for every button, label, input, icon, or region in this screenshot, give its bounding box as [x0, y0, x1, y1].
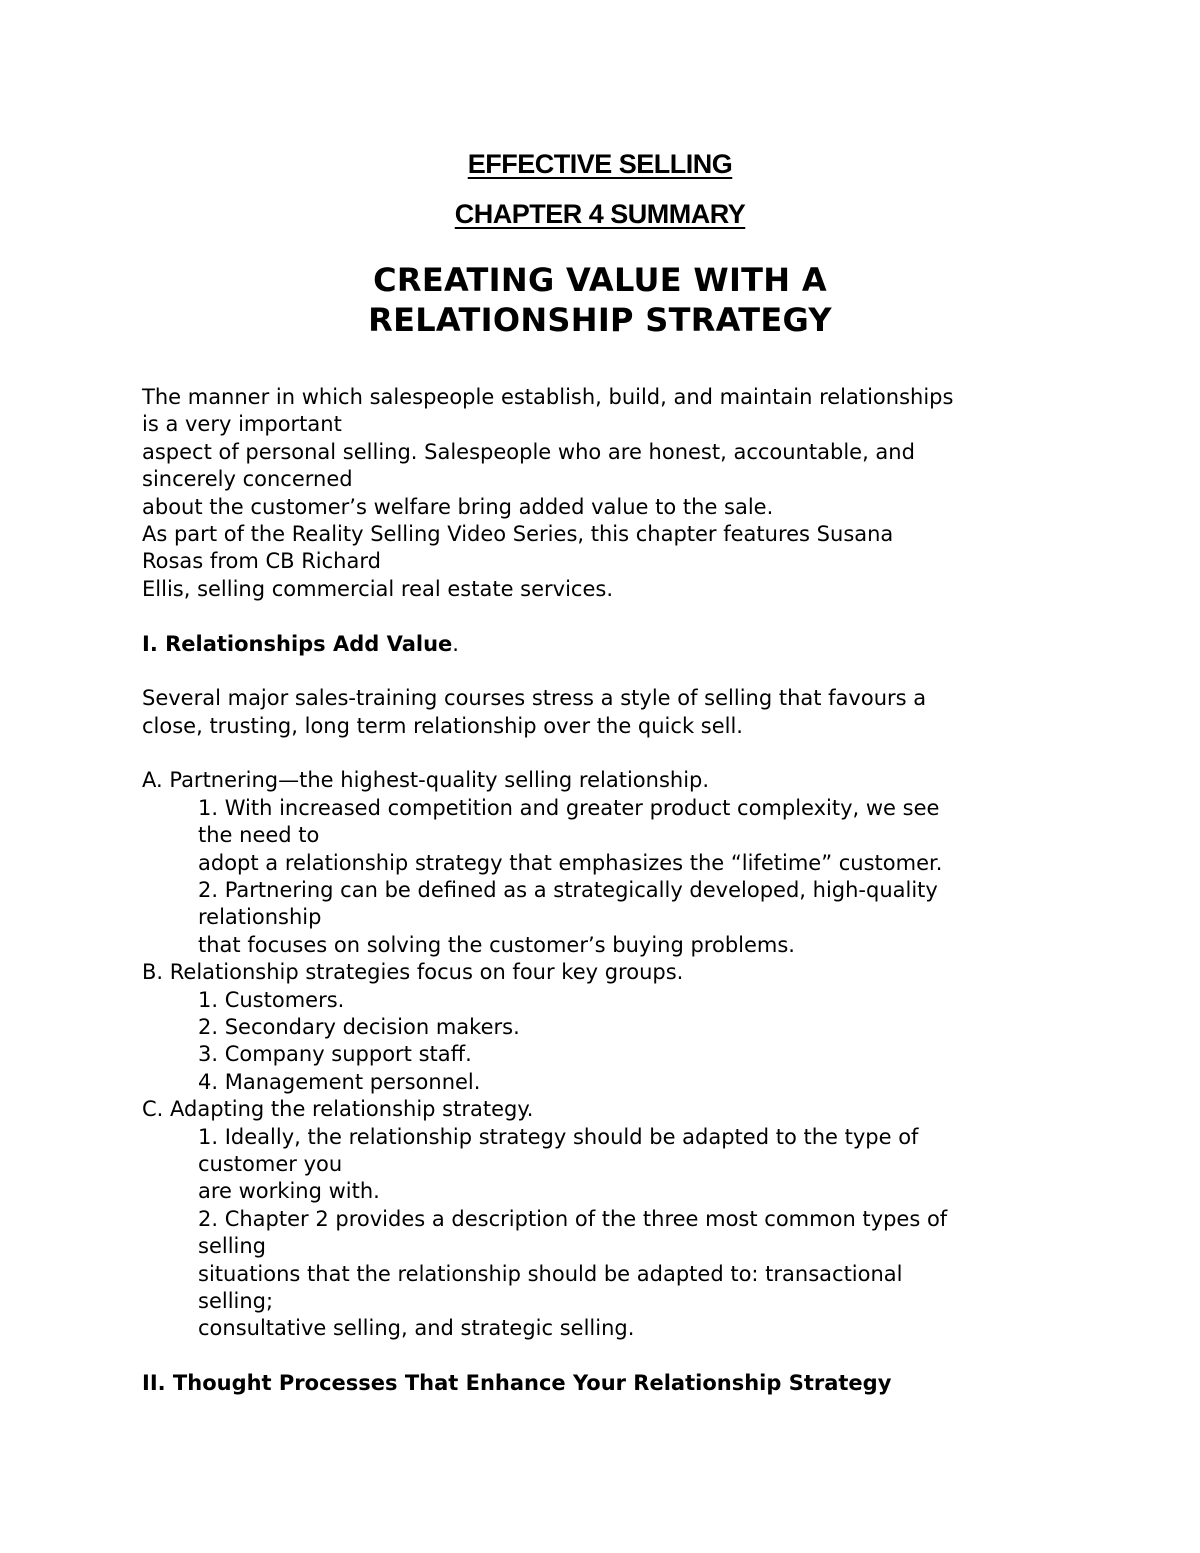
section-2-heading: II. Thought Processes That Enhance Your Relationship Strategy — [142, 1371, 892, 1396]
main-title-line-2: RELATIONSHIP STRATEGY — [368, 301, 832, 339]
outline-item-a: A. Partnering—the highest-quality selling relationship. — [142, 768, 710, 793]
intro-line: is a very important — [142, 412, 342, 437]
outline-item-c2-cont: situations that the relationship should be adapted to: transactional — [198, 1261, 903, 1286]
section-1-paragraph-line: Several major sales-training courses stress a style of selling that favours a — [142, 686, 927, 711]
outline-item-a1: 1. With increased competition and greater product complexity, we see — [198, 795, 940, 820]
outline-item-b3: 3. Company support staff. — [198, 1042, 472, 1067]
outline-item-a2-cont: relationship — [198, 905, 322, 930]
outline-item-a1-cont: adopt a relationship strategy that emphasizes the “lifetime” customer. — [198, 850, 943, 875]
intro-line: sincerely concerned — [142, 467, 353, 492]
spacer — [142, 658, 1102, 685]
section-1-heading-period: . — [452, 631, 459, 656]
outline-item-c1-cont: customer you — [198, 1151, 343, 1176]
chapter-title: CHAPTER 4 SUMMARY — [454, 199, 746, 229]
outline-item-c2-cont: consultative selling, and strategic selling. — [198, 1316, 635, 1341]
main-title-line-1: CREATING VALUE WITH A — [373, 261, 827, 299]
main-title — [0, 260, 1200, 340]
spacer — [142, 740, 1102, 767]
outline-item-a2: 2. Partnering can be defined as a strategically developed, high-quality — [198, 878, 938, 903]
outline-item-c1-cont: are working with. — [198, 1179, 380, 1204]
intro-line: about the customer’s welfare bring added value to the sale. — [142, 494, 774, 519]
outline-item-c2-cont: selling — [198, 1234, 267, 1259]
document-body — [142, 384, 1102, 1397]
outline-item-c2-cont: selling; — [198, 1288, 274, 1313]
outline-item-a1-cont: the need to — [198, 823, 320, 848]
outline-item-b1: 1. Customers. — [198, 987, 345, 1012]
outline-item-c1: 1. Ideally, the relationship strategy should be adapted to the type of — [198, 1124, 919, 1149]
outline-item-c2: 2. Chapter 2 provides a description of the three most common types of — [198, 1206, 948, 1231]
intro-line: Rosas from CB Richard — [142, 549, 381, 574]
section-1-heading — [142, 631, 1102, 658]
spacer — [142, 603, 1102, 630]
outline-item-a2-cont: that focuses on solving the customer’s buying problems. — [198, 932, 795, 957]
intro-line: As part of the Reality Selling Video Series, this chapter features Susana — [142, 521, 894, 546]
section-1-paragraph-line: close, trusting, long term relationship over the quick sell. — [142, 713, 743, 738]
spacer — [142, 1343, 1102, 1370]
outline-item-c: C. Adapting the relationship strategy. — [142, 1097, 534, 1122]
course-title: EFFECTIVE SELLING — [467, 149, 733, 179]
outline-item-b4: 4. Management personnel. — [198, 1069, 481, 1094]
intro-line: aspect of personal selling. Salespeople who are honest, accountable, and — [142, 439, 915, 464]
outline-item-b2: 2. Secondary decision makers. — [198, 1014, 520, 1039]
outline-item-b: B. Relationship strategies focus on four key groups. — [142, 960, 684, 985]
intro-line: The manner in which salespeople establish, build, and maintain relationships — [142, 385, 954, 409]
intro-line: Ellis, selling commercial real estate services. — [142, 576, 614, 601]
section-1-heading-text: I. Relationships Add Value — [142, 631, 453, 656]
